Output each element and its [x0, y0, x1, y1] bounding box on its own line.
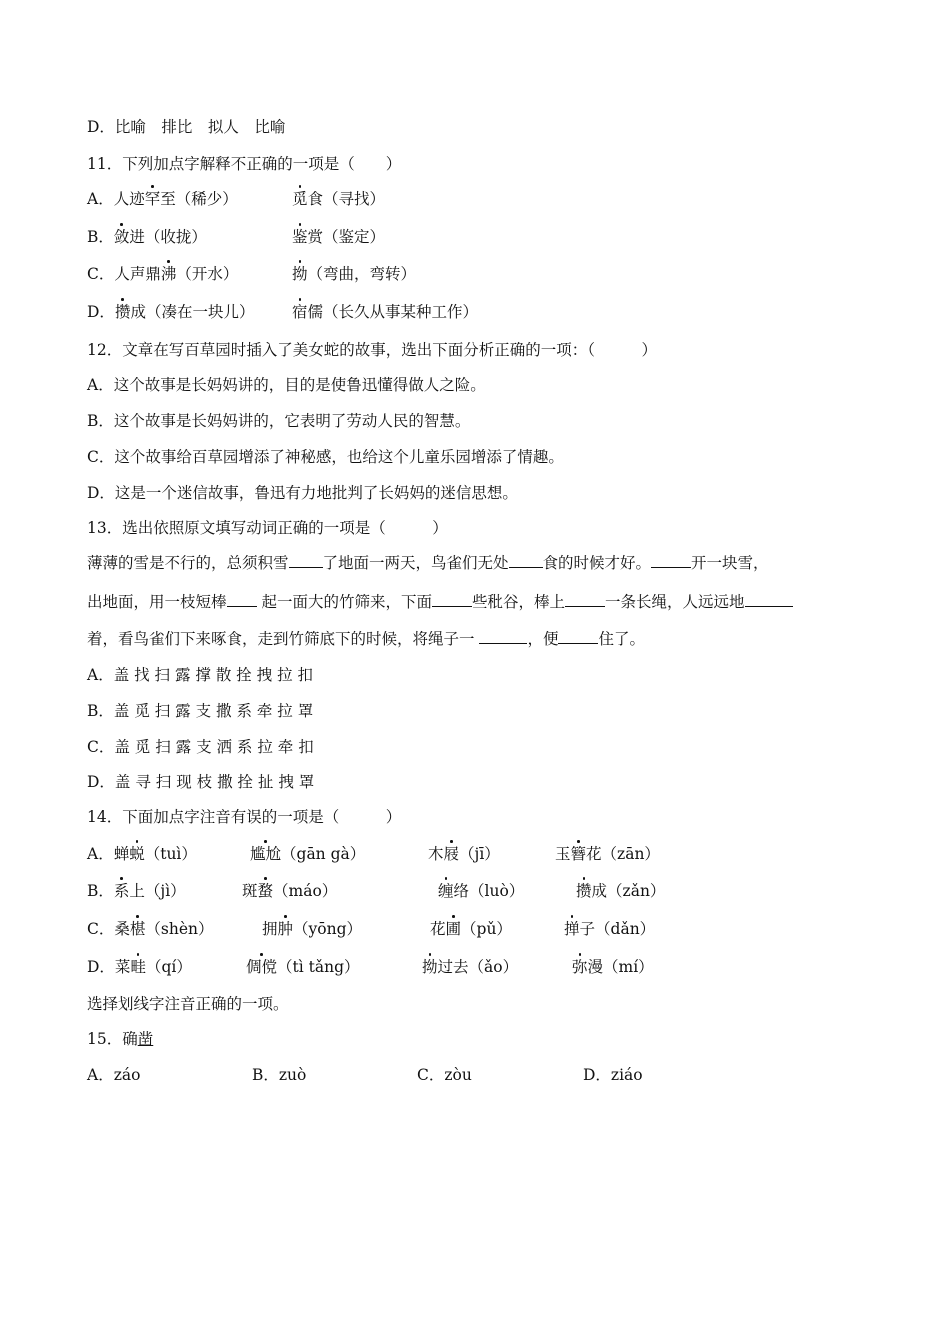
q14-option-c-3: 花圃（pǔ） — [430, 920, 512, 938]
q13-stem: 13．选出依照原文填写动词正确的一项是（ ） — [87, 519, 448, 537]
q14-option-a-2: 尴尬（gān gà） — [250, 845, 366, 863]
q14-option-a-1: A．蝉蜕（tuì） — [87, 845, 197, 863]
q14-option-b-3: 缠络（luò） — [438, 882, 525, 900]
q14-option-d-2: 倜傥（tì tǎng） — [246, 958, 360, 976]
q15-option-d: D．ziáo — [583, 1066, 643, 1084]
q13-option-a: A．盖 找 扫 露 撑 散 拴 拽 拉 扣 — [87, 666, 314, 684]
fill-blank[interactable] — [432, 591, 472, 607]
q12-option-c: C．这个故事给百草园增添了神秘感，也给这个儿童乐园增添了情趣。 — [87, 448, 564, 466]
fill-blank[interactable] — [479, 628, 527, 644]
q11-option-d-right: 宿儒（长久从事某种工作） — [292, 303, 479, 321]
q15-option-c: C．zòu — [417, 1066, 472, 1084]
fill-blank[interactable] — [227, 591, 257, 607]
q14-option-d-1: D．菜畦（qí） — [87, 958, 192, 976]
q13-option-c: C．盖 觅 扫 露 支 洒 系 拉 牵 扣 — [87, 738, 314, 756]
q13-passage-line-1: 薄薄的雪是不行的，总须积雪 了地面一两天，鸟雀们无处 食的时候才好。 开一块雪， — [87, 554, 769, 572]
q12-stem: 12．文章在写百草园时插入了美女蛇的故事，选出下面分析正确的一项：（ ） — [87, 341, 657, 359]
q13-passage-line-2: 出地面，用一枝短棒 起一面大的竹筛来，下面 些秕谷，棒上 一条长绳，人远远地 — [87, 591, 793, 613]
q11-option-a-left: A．人迹罕至（稀少） — [87, 190, 238, 208]
q12-option-d: D．这是一个迷信故事，鲁迅有力地批判了长妈妈的迷信思想。 — [87, 484, 518, 502]
q14-option-b-2: 斑蝥（máo） — [242, 882, 338, 900]
q11-option-c-left: C．人声鼎沸（开水） — [87, 265, 239, 283]
q14-option-c-1: C．桑椹（shèn） — [87, 920, 214, 938]
q11-stem: 11．下列加点字解释不正确的一项是（ ） — [87, 155, 402, 173]
q14-option-a-3: 木屐（jī） — [428, 845, 500, 863]
fill-blank[interactable] — [745, 591, 793, 607]
q14-option-b-1: B．系上（jì） — [87, 882, 186, 900]
fill-blank[interactable] — [651, 552, 691, 568]
q15-option-a: A．záo — [87, 1066, 141, 1084]
fill-blank[interactable] — [509, 552, 543, 568]
q12-option-b: B．这个故事是长妈妈讲的，它表明了劳动人民的智慧。 — [87, 412, 471, 430]
fill-blank[interactable] — [565, 591, 605, 607]
q13-option-d: D．盖 寻 扫 现 枝 撒 拴 扯 拽 罩 — [87, 773, 315, 791]
q13-passage-line-3: 着，看鸟雀们下来啄食，走到竹筛底下的时候，将绳子一 ，便 住了。 — [87, 630, 645, 648]
q11-option-c-right: 拗（弯曲，弯转） — [292, 265, 417, 283]
q13-option-b: B．盖 觅 扫 露 支 撒 系 牵 拉 罩 — [87, 702, 314, 720]
q14-option-d-4: 弥漫（mí） — [572, 958, 654, 976]
q11-option-a-right: 觅食（寻找） — [292, 190, 386, 208]
q11-option-b-left: B．敛进（收拢） — [87, 228, 207, 246]
q11-option-d-left: D．攒成（凑在一块儿） — [87, 303, 255, 321]
fill-blank[interactable] — [558, 628, 598, 644]
q14-option-d-3: 拗过去（ǎo） — [422, 958, 519, 976]
q14-option-b-4: 攒成（zǎn） — [576, 882, 666, 900]
q14-option-c-2: 拥肿（yōng） — [262, 920, 363, 938]
q11-option-b-right: 鉴赏（鉴定） — [292, 228, 386, 246]
q12-option-a: A．这个故事是长妈妈讲的，目的是使鲁迅懂得做人之险。 — [87, 376, 486, 394]
q14-option-c-4: 掸子（dǎn） — [564, 920, 656, 938]
q14-stem: 14．下面加点字注音有误的一项是（ ） — [87, 808, 402, 826]
q10-option-d: D．比喻 排比 拟人 比喻 — [87, 118, 286, 136]
q15-stem: 15．确凿 — [87, 1030, 154, 1048]
q15-option-b: B．zuò — [252, 1066, 307, 1084]
q15-intro: 选择划线字注音正确的一项。 — [87, 995, 289, 1013]
fill-blank[interactable] — [289, 552, 323, 568]
q14-option-a-4: 玉簪花（zān） — [555, 845, 660, 863]
